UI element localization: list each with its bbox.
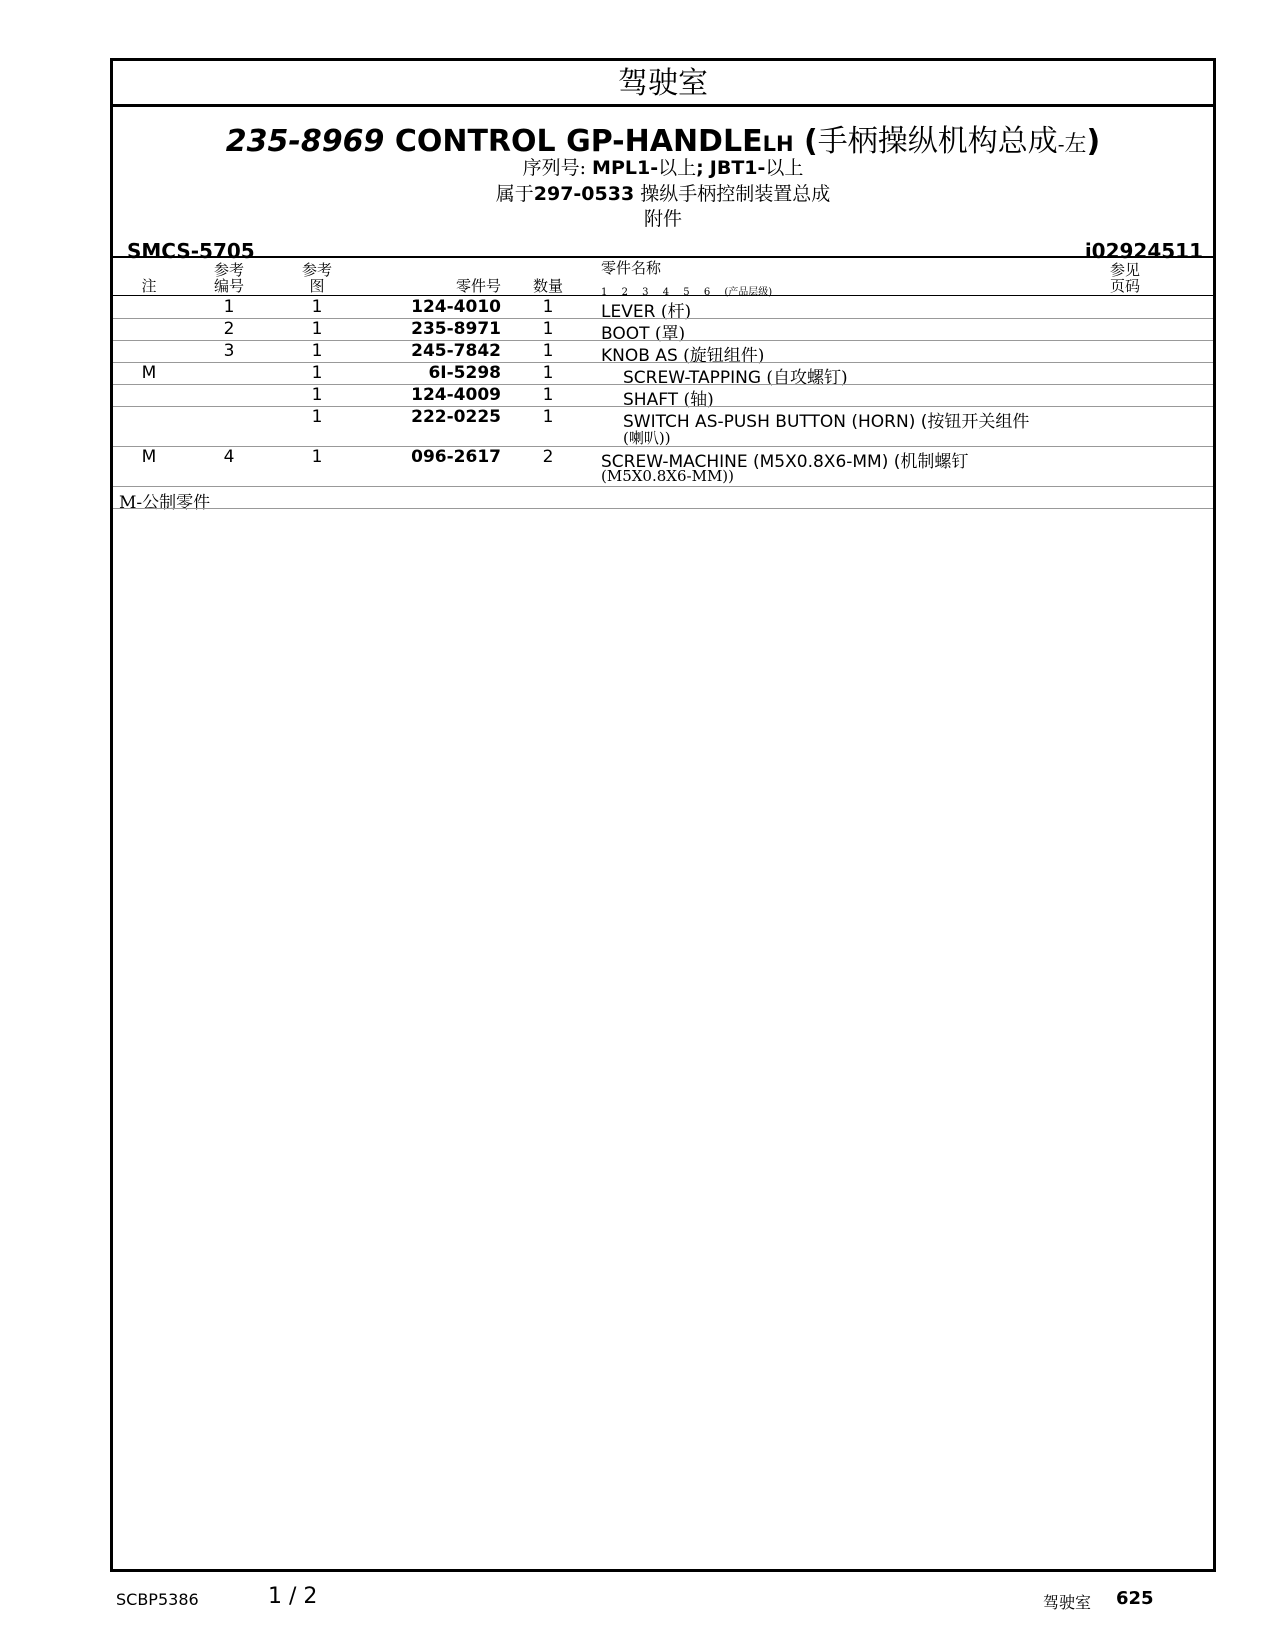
assembly-name-zh: 手柄操纵机构总成: [817, 124, 1058, 159]
row-part-number: 124-4010: [411, 297, 501, 317]
row-name-zh: (旋钮组件): [683, 346, 765, 366]
row-name-continuation: (M5X0.8X6-MM)): [601, 467, 735, 485]
header-bottom-rule: [113, 295, 1213, 296]
footer-document-id: SCBP5386: [116, 1590, 199, 1609]
row-part-number: 096-2617: [411, 447, 501, 467]
col-qty: 数量: [532, 277, 563, 295]
row-name-zh: (自攻螺钉): [766, 368, 848, 388]
assembly-name: CONTROL GP-HANDLE: [394, 124, 763, 159]
parent-assembly: [113, 179, 1213, 206]
col-note: 注: [141, 277, 157, 295]
col-figure: [293, 262, 341, 294]
serial-range: [113, 153, 1213, 180]
level-3: 3: [642, 287, 649, 298]
level-1: 1: [601, 287, 608, 298]
row-ref: 2: [223, 319, 235, 339]
row-note: M: [141, 363, 157, 383]
footer-section: 驾驶室: [1043, 1593, 1092, 1612]
row-name-continuation: (喇叭)): [623, 429, 671, 447]
section-title: 驾驶室: [113, 61, 1213, 107]
footer-page-count: 1 / 2: [268, 1584, 318, 1609]
col-figure-line2: 图: [309, 277, 325, 295]
row-name-en: SCREW-MACHINE (M5X0.8X6-MM) (: [601, 452, 901, 472]
levels-note: (产品层级): [724, 287, 773, 298]
metric-legend: M-公制零件: [119, 493, 211, 513]
col-part-number: 零件号: [455, 277, 501, 295]
row-qty: 1: [542, 363, 554, 383]
legend-rule: [113, 508, 1213, 509]
row-qty: 1: [542, 385, 554, 405]
row-name-en: LEVER: [601, 302, 656, 322]
row-qty: 1: [542, 341, 554, 361]
row-note: M: [141, 447, 157, 467]
assembly-part-number: 235-8969: [225, 124, 385, 159]
row-ref: 4: [223, 447, 235, 467]
col-figure-line1: 参考: [301, 261, 332, 279]
row-part-number: 235-8971: [411, 319, 501, 339]
serial-separator: ;: [696, 157, 704, 179]
serial-label: 序列号:: [522, 157, 586, 179]
row-ref: 3: [223, 341, 235, 361]
assembly-side-zh: 左: [1064, 132, 1087, 157]
serial-range-1-zh: 以上: [658, 157, 697, 179]
row-name-en: SCREW-TAPPING: [623, 368, 762, 388]
row-name-en: SHAFT: [623, 390, 679, 410]
col-see-page-line2: 页码: [1109, 277, 1140, 295]
row-figure: 1: [311, 385, 323, 405]
illustration-number: i02924511: [1084, 239, 1203, 263]
col-see-page-line1: 参见: [1109, 261, 1140, 279]
belongs-prefix: 属于: [495, 183, 534, 205]
page-frame: [110, 58, 1216, 1572]
col-ref-no-line1: 参考: [213, 261, 244, 279]
attachment-label: 附件: [643, 208, 682, 230]
row-name-zh: (轴): [683, 390, 714, 410]
row-name-zh: (罩): [654, 324, 686, 344]
serial-prefix-1: MPL1-: [592, 157, 659, 179]
row-part-number: 245-7842: [411, 341, 501, 361]
row-figure: 1: [311, 297, 323, 317]
row-part-number: 6I-5298: [428, 363, 501, 383]
row-part-name: [623, 407, 1029, 432]
row-qty: 2: [542, 447, 554, 467]
row-divider: [113, 486, 1213, 487]
row-name-en: BOOT: [601, 324, 650, 344]
col-ref-no-line2: 编号: [213, 277, 244, 295]
serial-prefix-2: JBT1-: [709, 157, 766, 179]
row-figure: 1: [311, 447, 323, 467]
title-open-paren: (: [803, 124, 818, 159]
row-ref: 1: [223, 297, 235, 317]
title-close-paren: ): [1086, 124, 1101, 159]
row-figure: 1: [311, 407, 323, 427]
row-part-number: 222-0225: [411, 407, 501, 427]
row-name-zh: (杆): [660, 302, 692, 322]
row-figure: 1: [311, 341, 323, 361]
row-qty: 1: [542, 407, 554, 427]
level-5: 5: [683, 287, 690, 298]
row-qty: 1: [542, 297, 554, 317]
col-part-name: 零件名称: [601, 259, 662, 277]
parent-part-number: 297-0533: [533, 183, 635, 205]
row-name-zh: 按钮开关组件: [927, 412, 1030, 432]
row-name-en: SWITCH AS-PUSH BUTTON (HORN) (: [623, 412, 928, 432]
row-figure: 1: [311, 363, 323, 383]
header-top-rule: [113, 256, 1213, 258]
row-figure: 1: [311, 319, 323, 339]
col-see-page: [1093, 262, 1157, 294]
parent-description: 操纵手柄控制装置总成: [640, 183, 831, 205]
level-2: 2: [621, 287, 628, 298]
row-qty: 1: [542, 319, 554, 339]
row-name-en: KNOB AS: [601, 346, 678, 366]
level-4: 4: [662, 287, 670, 298]
title-dash: -: [1057, 132, 1065, 156]
footer-page-number: 625: [1116, 1588, 1154, 1609]
level-6: 6: [703, 287, 711, 298]
row-name-zh: 机制螺钉: [900, 452, 969, 472]
smcs-code: SMCS-5705: [127, 239, 255, 263]
assembly-suffix: LH: [762, 132, 794, 156]
col-ref-no: [205, 262, 253, 294]
row-part-number: 124-4009: [411, 385, 501, 405]
serial-range-2-zh: 以上: [765, 157, 804, 179]
